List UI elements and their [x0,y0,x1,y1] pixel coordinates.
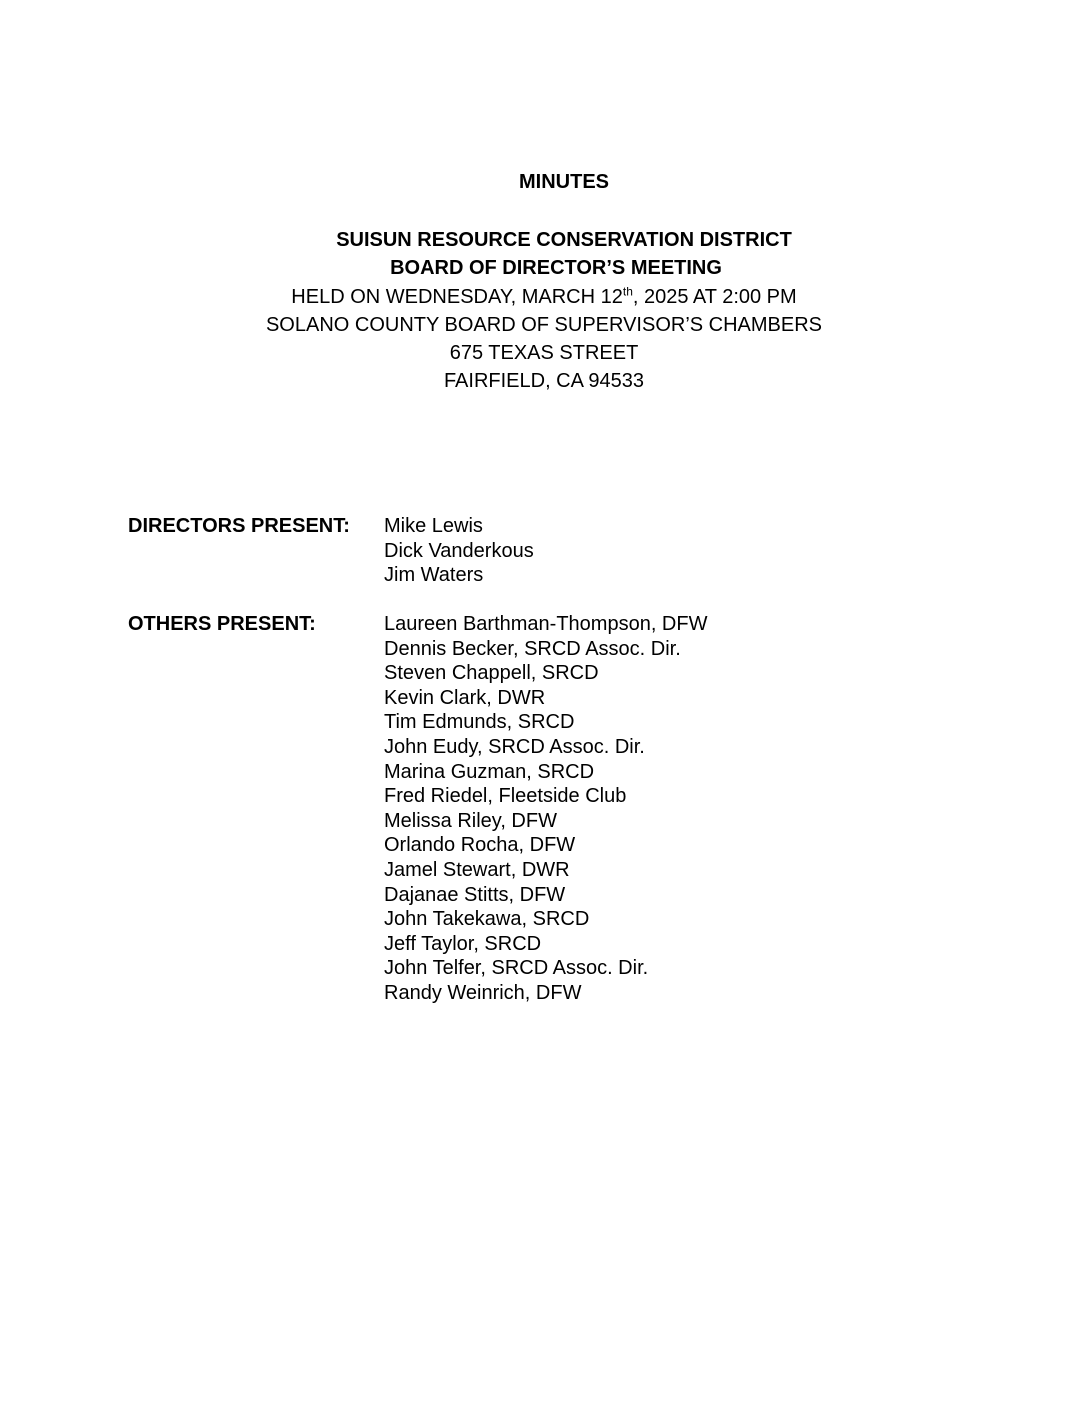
held-on-prefix: HELD ON WEDNESDAY, MARCH 12 [291,285,623,308]
attendee-name: Laureen Barthman-Thompson, DFW [384,613,708,635]
directors-present-label: DIRECTORS PRESENT: [128,515,350,537]
document-title: MINUTES [519,171,609,193]
attendee-name: John Telfer, SRCD Assoc. Dir. [384,957,649,980]
directors-present-section [128,514,1028,588]
attendee-name: John Eudy, SRCD Assoc. Dir. [384,735,645,758]
date-ordinal-suffix: th [622,283,633,298]
others-list [384,612,707,1006]
held-on-suffix: , 2025 AT 2:00 PM [632,285,797,308]
meeting-street: 675 TEXAS STREET [449,342,639,365]
directors-list [384,514,534,588]
others-present-section [128,612,1028,1006]
others-present-label: OTHERS PRESENT: [128,613,316,635]
attendee-name: Steven Chappell, SRCD [384,662,599,685]
meeting-name: BOARD OF DIRECTOR’S MEETING [390,257,722,280]
attendee-name: Dajanae Stitts, DFW [384,883,566,906]
attendee-name: Kevin Clark, DWR [384,686,546,709]
attendee-name: Dennis Becker, SRCD Assoc. Dir. [384,637,681,660]
director-name: Mike Lewis [384,515,483,537]
meeting-city: FAIRFIELD, CA 94533 [443,370,645,393]
attendee-name: Tim Edmunds, SRCD [384,711,575,734]
attendee-name: Jeff Taylor, SRCD [384,932,542,955]
attendee-name: Melissa Riley, DFW [384,809,557,832]
attendee-name: Randy Weinrich, DFW [384,981,582,1004]
attendee-name: Marina Guzman, SRCD [384,760,595,783]
director-name: Jim Waters [384,564,484,587]
meeting-header [0,226,1088,396]
attendee-name: Fred Riedel, Fleetside Club [384,785,627,808]
meeting-location: SOLANO COUNTY BOARD OF SUPERVISOR’S CHAMBERS [265,313,823,336]
attendee-name: Jamel Stewart, DWR [384,858,570,881]
organization-name: SUISUN RESOURCE CONSERVATION DISTRICT [336,229,792,251]
meeting-date-time [0,283,1088,311]
attendee-name: Orlando Rocha, DFW [384,834,576,857]
attendee-name: John Takekawa, SRCD [384,908,590,931]
director-name: Dick Vanderkous [384,539,534,562]
